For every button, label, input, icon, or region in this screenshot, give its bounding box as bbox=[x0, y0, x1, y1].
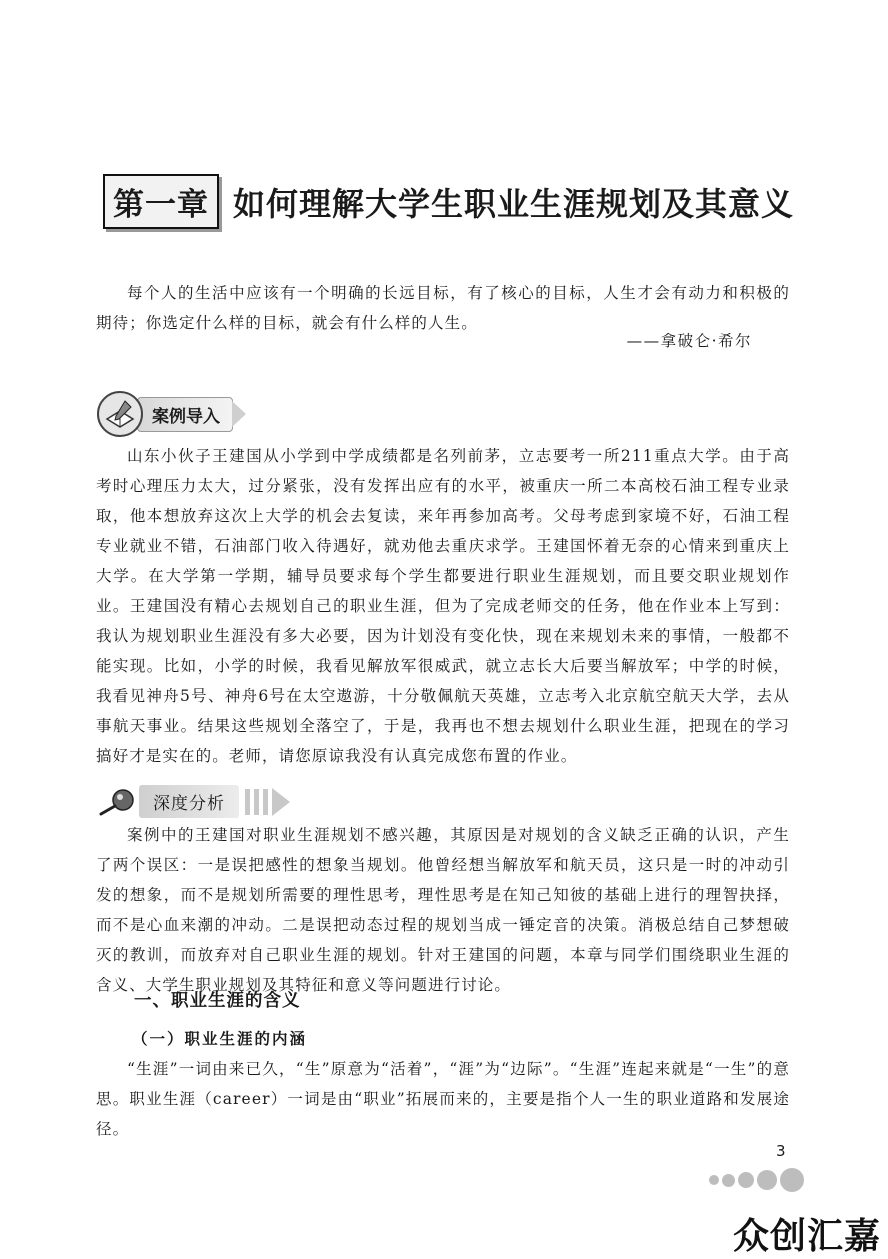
magnifier-icon bbox=[97, 786, 139, 818]
subsection-heading: （一）职业生涯的内涵 bbox=[132, 1030, 308, 1048]
banner-tail bbox=[232, 401, 246, 427]
case-text: 山东小伙子王建国从小学到中学成绩都是名列前茅，立志要考一所211重点大学。由于高考时心理压力太大，过分紧张，没有发挥出应有的水平，被重庆一所二本高校石油工程专业录取，他本想放弃这次上大学的机会去复读，来年再参加高考。父母考虑到家境不好，石油工程专业就业不错，石油部门收入待遇好，就劝他去重庆求学。王建国怀着无奈的心情来到重庆上大学。在大学第一学期，辅导员要求每个学生都要进行职业生涯规划，而且要交职业规划作业。王建国没有精心去规划自己的职业生涯，但为了完成老师交的任务，他在作业本上写到：我认为规划职业生涯没有多大必要，因为计划没有变化快，现在来规划未来的事情，一般都不能实现。比如，小学的时候，我看见解放军很威武，就立志长大后要当解放军；中学的时候，我看见神舟5号、神舟6号在太空遨游，十分敬佩航天英雄，立志考入北京航空航天大学，去从事航天事业。结果这些规划全落空了，于是，我再也不想去规划什么职业生涯，把现在的学习搞好才是实在的。老师，请您原谅我没有认真完成您布置的作业。 bbox=[96, 447, 790, 765]
case-section-label: 案例导入 bbox=[137, 397, 233, 432]
chapter-number: 第一章 bbox=[103, 174, 219, 229]
section-text: “生涯”一词由来已久，“生”原意为“活着”，“涯”为“边际”。“生涯”连起来就是“一生”的意思。职业生涯（career）一词是由“职业”拓展而来的，主要是指个人一生的职业道路和发展途径。 bbox=[96, 1060, 790, 1138]
book-pen-icon bbox=[97, 391, 143, 437]
analysis-section-banner bbox=[97, 785, 290, 818]
analysis-section-label: 深度分析 bbox=[139, 785, 239, 818]
epigraph-text: 每个人的生活中应该有一个明确的长远目标，有了核心的目标，人生才会有动力和积极的期待；你选定什么样的目标，就会有什么样的人生。 bbox=[96, 284, 790, 332]
chapter-heading: 如何理解大学生职业生涯规划及其意义 bbox=[233, 184, 795, 223]
watermark-logo: 众创汇嘉 bbox=[733, 1216, 882, 1257]
page-number: 3 bbox=[776, 1142, 786, 1160]
epigraph-attribution: ——拿破仑·希尔 bbox=[626, 332, 752, 350]
section-heading: 一、职业生涯的含义 bbox=[134, 991, 301, 1011]
case-section-banner bbox=[97, 391, 246, 437]
banner-decoration bbox=[245, 788, 290, 816]
page-dots-decoration bbox=[709, 1168, 807, 1192]
analysis-text: 案例中的王建国对职业生涯规划不感兴趣，其原因是对规划的含义缺乏正确的认识，产生了两个误区：一是误把感性的想象当规划。他曾经想当解放军和航天员，这只是一时的冲动引发的想象，而不是规划所需要的理性思考，理性思考是在知己知彼的基础上进行的理智抉择，而不是心血来潮的冲动。二是误把动态过程的规划当成一锤定音的决策。消极总结自己梦想破灭的教训，而放弃对自己职业生涯的规划。针对王建国的问题，本章与同学们围绕职业生涯的含义、大学生职业规划及其特征和意义等问题进行讨论。 bbox=[96, 826, 790, 994]
chapter-title bbox=[103, 174, 794, 229]
